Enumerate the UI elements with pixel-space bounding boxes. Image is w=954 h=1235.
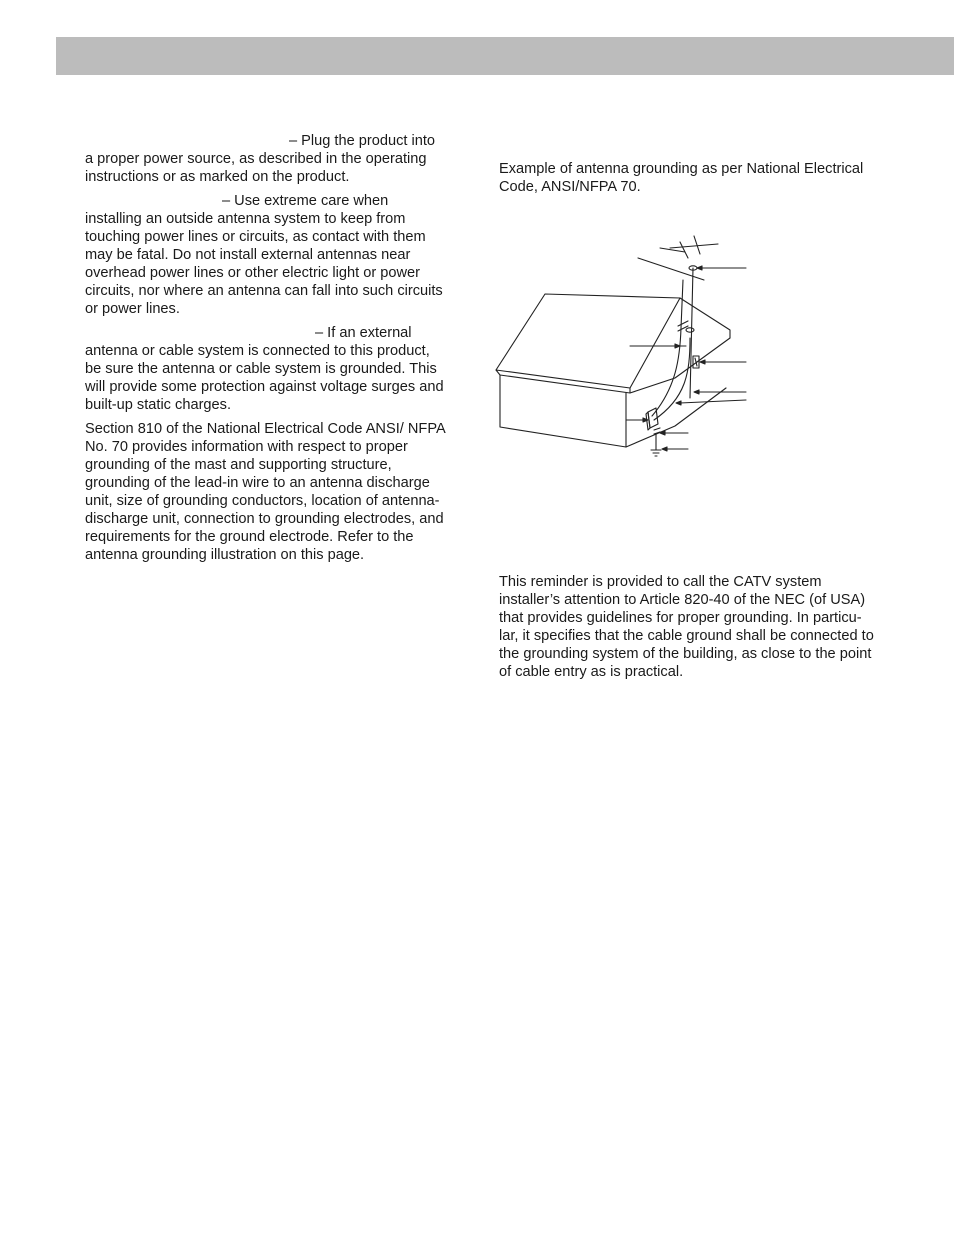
house-eave bbox=[496, 370, 630, 393]
catv-reminder: This reminder is provided to call the CATV system installer’s attention to Article 820-40 of the NEC (of USA) that provides guidelines for proper grounding. In particu-lar, it specifies that the cable ground shall be connected to the grounding system of the building, as close to the point of cable entry as is practical. bbox=[499, 574, 874, 680]
antenna-grounding-paragraph: – If an external antenna or cable system is connected to this product, be sure the antenna or cable system is grounded. This will provide some protection against voltage surges and built-up static charges. bbox=[85, 325, 444, 413]
figure-caption: Example of antenna grounding as per National Electrical Code, ANSI/NFPA 70. bbox=[499, 161, 864, 195]
left-column bbox=[85, 132, 445, 570]
antenna-mast bbox=[690, 268, 693, 398]
nec-section-paragraph: Section 810 of the National Electrical Code ANSI/ NFPA No. 70 provides information with respect to proper grounding of the mast and supporting structure, grounding of the lead-in wire to an antenna discharge unit, size of grounding conductors, location of antenna-discharge unit, connection to grounding electrodes, and requirements for the ground electrode. Refer to the antenna grounding illustration on this page. bbox=[85, 421, 445, 563]
outdoor-antenna-paragraph: – Use extreme care when installing an outside antenna system to keep from touching power lines or circuits, as contact with them may be fatal. Do not install external antennas near overhead power lines or other electric light or power circuits, nor where an antenna can fall into such circuits or power lines. bbox=[85, 193, 443, 317]
house-wall bbox=[500, 375, 626, 447]
house-wall-right bbox=[626, 388, 726, 447]
antenna-element bbox=[638, 258, 704, 280]
header-bar bbox=[56, 37, 954, 75]
antenna-grounding-illustration bbox=[490, 228, 760, 470]
power-source-paragraph: – Plug the product into a proper power source, as described in the operating instructions or as marked on the product. bbox=[85, 133, 436, 185]
